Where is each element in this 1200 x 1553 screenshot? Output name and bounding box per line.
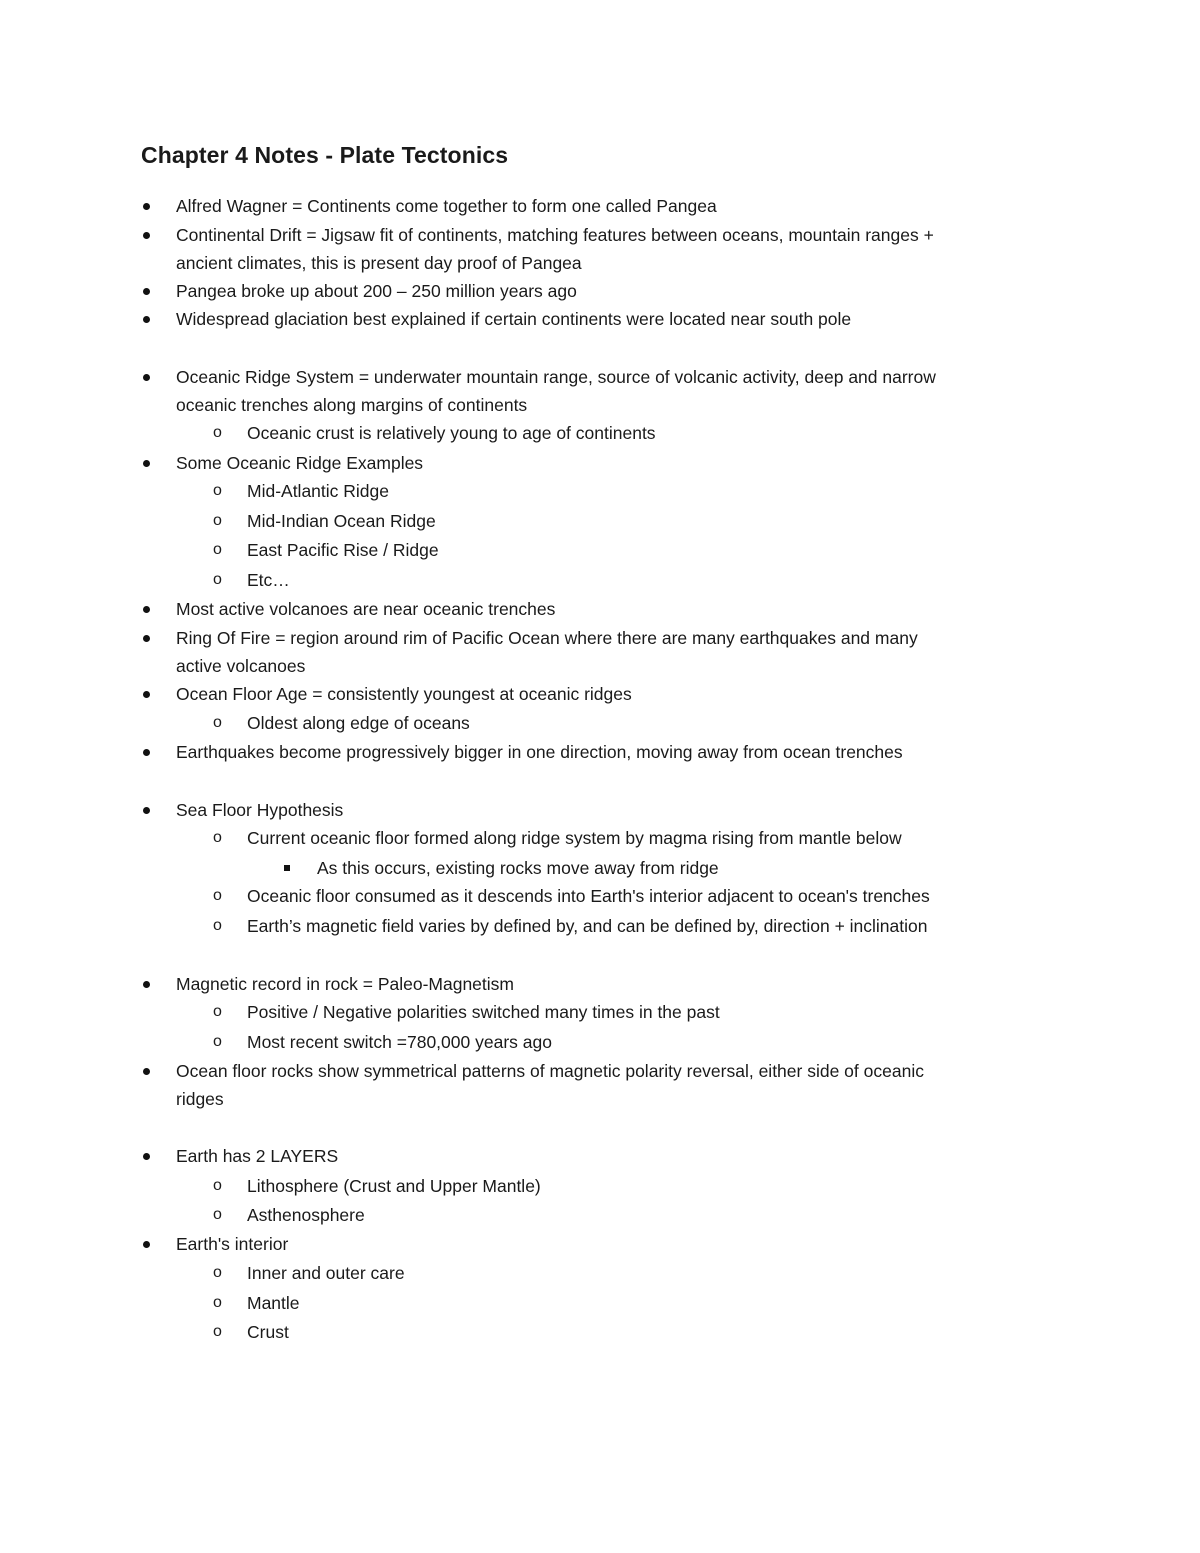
sub-bullet-icon: o <box>213 512 222 529</box>
sub-bullet-icon: o <box>213 541 222 558</box>
list-item: Ring Of Fire = region around rim of Pacific Ocean where there are many earthquakes and many <box>176 628 918 648</box>
list-item: As this occurs, existing rocks move away from ridge <box>317 858 719 878</box>
list-item: Oldest along edge of oceans <box>247 713 470 733</box>
sub-bullet-icon: o <box>213 1003 222 1020</box>
list-item: Asthenosphere <box>247 1205 365 1225</box>
sub-bullet-icon: o <box>213 1323 222 1340</box>
list-item: Alfred Wagner = Continents come together to form one called Pangea <box>176 196 717 216</box>
list-item: Oceanic Ridge System = underwater mountain range, source of volcanic activity, deep and narrow <box>176 367 936 387</box>
list-item: Oceanic floor consumed as it descends into Earth's interior adjacent to ocean's trenches <box>247 886 930 906</box>
page-title: Chapter 4 Notes - Plate Tectonics <box>141 142 509 168</box>
sub-bullet-icon: o <box>213 887 222 904</box>
list-item: Mid-Indian Ocean Ridge <box>247 511 436 531</box>
list-item: Most active volcanoes are near oceanic trenches <box>176 599 556 619</box>
list-item: Oceanic crust is relatively young to age of continents <box>247 423 656 443</box>
list-item: Mantle <box>247 1293 300 1313</box>
list-item: Lithosphere (Crust and Upper Mantle) <box>247 1176 541 1196</box>
list-item: Positive / Negative polarities switched many times in the past <box>247 1002 720 1022</box>
list-item: Current oceanic floor formed along ridge system by magma rising from mantle below <box>247 828 902 848</box>
list-item: East Pacific Rise / Ridge <box>247 540 439 560</box>
list-item-continuation: oceanic trenches along margins of continents <box>176 395 528 415</box>
sub-bullet-icon: o <box>213 571 222 588</box>
list-item: Widespread glaciation best explained if certain continents were located near south pole <box>176 309 852 329</box>
list-item: Crust <box>247 1322 289 1342</box>
sub-bullet-icon: o <box>213 1294 222 1311</box>
sub-bullet-icon: o <box>213 1177 222 1194</box>
sub-bullet-icon: o <box>213 1033 222 1050</box>
list-item: Etc… <box>247 570 290 590</box>
list-item-continuation: ridges <box>176 1089 224 1109</box>
list-item: Ocean Floor Age = consistently youngest at oceanic ridges <box>176 684 632 704</box>
sub-bullet-icon: o <box>213 1264 222 1281</box>
sub-bullet-icon: o <box>213 482 222 499</box>
list-item: Continental Drift = Jigsaw fit of continents, matching features between oceans, mountain ranges + <box>176 225 934 245</box>
list-item: Mid-Atlantic Ridge <box>247 481 389 501</box>
list-item: Earthquakes become progressively bigger in one direction, moving away from ocean trenches <box>176 742 903 762</box>
list-item: Inner and outer care <box>247 1263 405 1283</box>
sub-bullet-icon: o <box>213 1206 222 1223</box>
list-item: Earth's interior <box>176 1234 289 1254</box>
list-item: Some Oceanic Ridge Examples <box>176 453 424 473</box>
list-item: Most recent switch =780,000 years ago <box>247 1032 552 1052</box>
sub-bullet-icon: o <box>213 714 222 731</box>
list-item: Ocean floor rocks show symmetrical patterns of magnetic polarity reversal, either side of oceanic <box>176 1061 924 1081</box>
list-item: Magnetic record in rock = Paleo-Magnetism <box>176 974 514 994</box>
list-item: Earth’s magnetic field varies by defined by, and can be defined by, direction + inclination <box>247 916 928 936</box>
sub-bullet-icon: o <box>213 829 222 846</box>
list-item-continuation: active volcanoes <box>176 656 306 676</box>
sub-bullet-icon: o <box>213 917 222 934</box>
sub-bullet-icon: o <box>213 424 222 441</box>
list-item-continuation: ancient climates, this is present day proof of Pangea <box>176 253 582 273</box>
list-item: Earth has 2 LAYERS <box>176 1146 339 1166</box>
list-item: Sea Floor Hypothesis <box>176 800 344 820</box>
list-item: Pangea broke up about 200 – 250 million years ago <box>176 281 577 301</box>
